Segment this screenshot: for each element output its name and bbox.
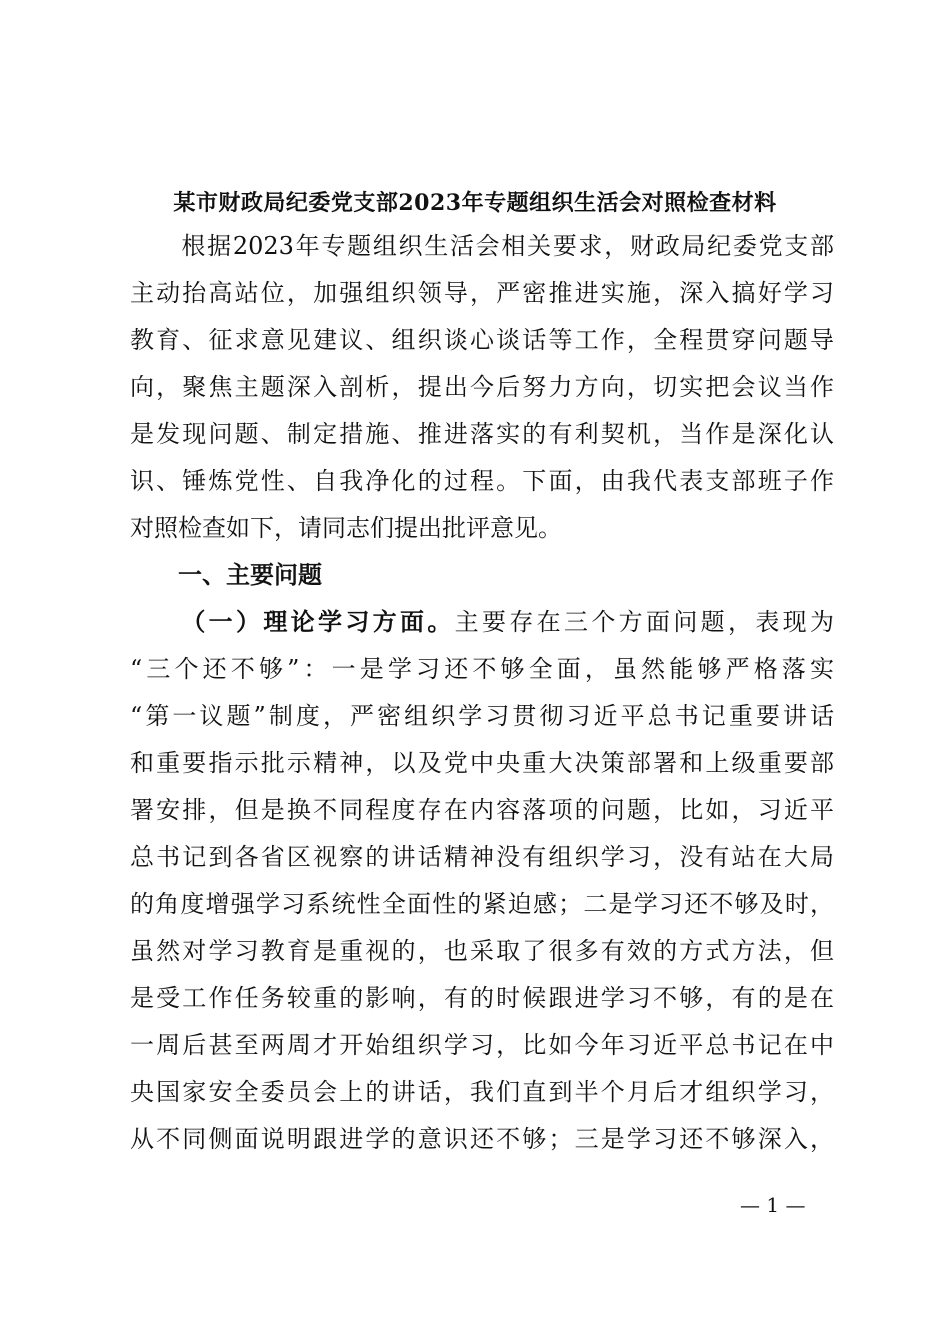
document-title: 某市财政局纪委党支部2023年专题组织生活会对照检查材料	[173, 190, 777, 216]
body-line-4: 和重要指示批示精神，以及党中央重大决策部署和上级重要部	[130, 749, 834, 777]
body-line-12: 从不同侧面说明跟进学的意识还不够；三是学习还不够深入，	[130, 1125, 834, 1153]
intro-line-3: 教育、征求意见建议、组织谈心谈话等工作，全程贯穿问题导	[130, 326, 834, 354]
body-line-5: 署安排，但是换不同程度存在内容落项的问题，比如，习近平	[130, 796, 834, 824]
body-line-1-text: 主要存在三个方面问题，表现为	[454, 608, 835, 636]
body-line-3: “第一议题”制度，严密组织学习贯彻习近平总书记重要讲话	[130, 702, 834, 730]
intro-line-6: 识、锤炼党性、自我净化的过程。下面，由我代表支部班子作	[130, 467, 834, 495]
body-line-10: 一周后甚至两周才开始组织学习，比如今年习近平总书记在中	[130, 1031, 834, 1059]
body-line-2: “三个还不够”：一是学习还不够全面，虽然能够严格落实	[130, 655, 834, 683]
page-number: — 1 —	[740, 1193, 806, 1217]
intro-line-5: 是发现问题、制定措施、推进落实的有利契机，当作是深化认	[130, 420, 834, 448]
section-heading: 一、主要问题	[178, 561, 322, 589]
subsection-label: （一）理论学习方面。	[178, 607, 455, 636]
intro-line-7: 对照检查如下，请同志们提出批评意见。	[130, 514, 562, 542]
body-line-9: 是受工作任务较重的影响，有的时候跟进学习不够，有的是在	[130, 984, 834, 1012]
intro-line-2: 主动抬高站位，加强组织领导，严密推进实施，深入搞好学习	[130, 279, 834, 307]
body-line-1	[130, 607, 834, 637]
intro-line-1: 根据2023年专题组织生活会相关要求，财政局纪委党支部	[130, 232, 834, 260]
intro-line-4: 向，聚焦主题深入剖析，提出今后努力方向，切实把会议当作	[130, 373, 834, 401]
body-line-6: 总书记到各省区视察的讲话精神没有组织学习，没有站在大局	[130, 843, 834, 871]
body-line-11: 央国家安全委员会上的讲话，我们直到半个月后才组织学习，	[130, 1078, 834, 1106]
body-line-8: 虽然对学习教育是重视的，也采取了很多有效的方式方法，但	[130, 937, 834, 965]
body-line-7: 的角度增强学习系统性全面性的紧迫感；二是学习还不够及时，	[130, 890, 834, 918]
